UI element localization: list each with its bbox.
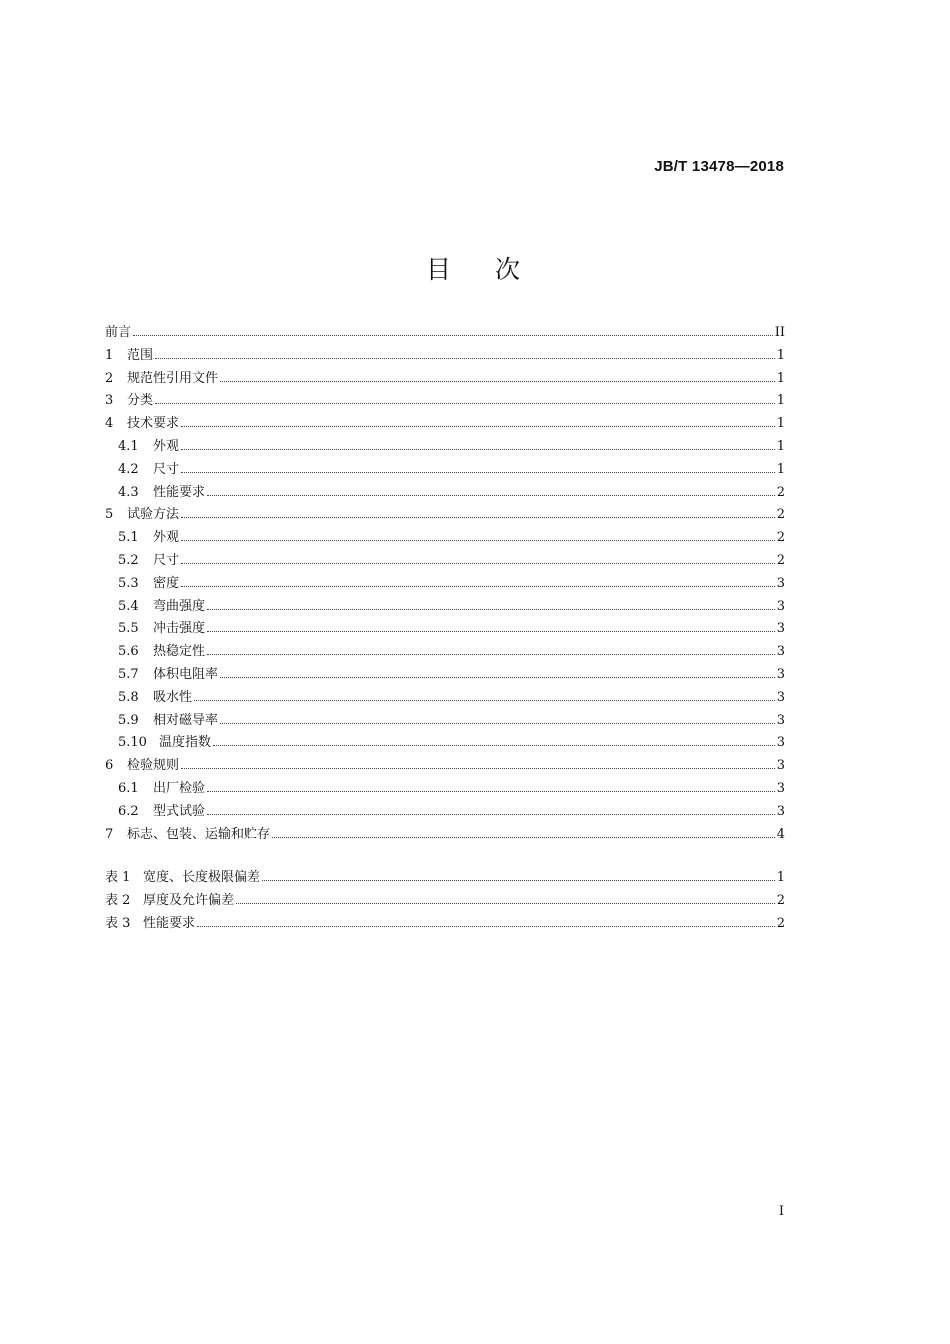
toc-entry[interactable] (105, 550, 785, 573)
toc-entry-label: 冲击强度 (153, 621, 206, 637)
toc-entry[interactable] (105, 824, 785, 847)
toc-entry[interactable] (105, 710, 785, 733)
dot-leader (220, 380, 775, 382)
toc-entry-page: 1 (776, 370, 785, 386)
toc-entry-label: 弯曲强度 (153, 598, 206, 614)
dot-leader (207, 494, 775, 496)
toc-entry-label: 范围 (127, 347, 154, 363)
toc-entry-page: 3 (776, 712, 785, 728)
toc-entry[interactable] (105, 413, 785, 436)
toc-entry[interactable] (105, 890, 785, 913)
dot-leader (213, 744, 775, 746)
dot-leader (181, 516, 775, 518)
toc-entry[interactable] (105, 459, 785, 482)
toc-entry-label: 性能要求 (153, 484, 206, 500)
toc-entry-number: 5.9 (118, 712, 139, 728)
toc-entry-number: 表 1 (105, 870, 131, 885)
toc-entry-number: 4 (105, 416, 114, 432)
dot-leader (207, 630, 775, 632)
toc-entry-label: 前言 (105, 325, 132, 340)
toc-entry-label: 规范性引用文件 (127, 370, 219, 386)
toc-entry-label: 热稳定性 (153, 644, 206, 660)
toc-entry[interactable] (105, 755, 785, 778)
toc-entry-label: 外观 (153, 530, 180, 546)
dot-leader (155, 402, 775, 404)
toc-entry[interactable] (105, 504, 785, 527)
toc-entry-label: 试验方法 (127, 507, 180, 523)
toc-entry-label: 密度 (153, 575, 180, 591)
toc-entry-page: 1 (776, 438, 785, 454)
toc-entry-number: 4.2 (118, 461, 139, 477)
dot-leader (133, 334, 773, 336)
toc-entry-label: 出厂检验 (153, 780, 206, 796)
toc-entry[interactable] (105, 664, 785, 687)
page-number: I (778, 1204, 784, 1219)
toc-entry-number: 5 (105, 507, 114, 523)
toc-entry-page: 3 (776, 666, 785, 682)
toc-entry-label: 温度指数 (159, 735, 212, 751)
toc-entry[interactable] (105, 482, 785, 505)
toc-entry-label: 外观 (153, 438, 180, 454)
dot-leader (207, 608, 775, 610)
toc-entry-page: 2 (776, 892, 785, 908)
toc-entry-label: 标志、包装、运输和贮存 (127, 826, 271, 842)
toc-entry-label: 相对磁导率 (153, 712, 219, 728)
toc-entry[interactable] (105, 618, 785, 641)
toc-entry-number: 3 (105, 393, 114, 409)
toc-entry-number: 5.3 (118, 575, 139, 591)
toc-entry-number: 表 3 (105, 915, 131, 931)
toc-entry-number: 6 (105, 758, 114, 774)
toc-entry-number: 5.6 (118, 644, 139, 660)
toc-entry[interactable] (105, 867, 785, 890)
toc-entry[interactable] (105, 345, 785, 368)
table-of-contents (105, 322, 785, 846)
toc-entry-page: 3 (776, 575, 785, 591)
toc-entry-page: 3 (776, 780, 785, 796)
dot-leader (262, 879, 775, 881)
toc-entry-label: 技术要求 (127, 416, 180, 432)
toc-entry[interactable] (105, 641, 785, 664)
toc-entry-page: 2 (776, 915, 785, 931)
toc-entry-page: 3 (776, 621, 785, 637)
toc-entry-page: 1 (776, 393, 785, 409)
toc-entry-page: 3 (776, 758, 785, 774)
toc-entry-page: 2 (776, 484, 785, 500)
toc-entry-page: 2 (776, 552, 785, 568)
dot-leader (236, 902, 775, 904)
dot-leader (220, 722, 775, 724)
dot-leader (207, 790, 775, 792)
toc-entry[interactable] (105, 527, 785, 550)
dot-leader (181, 448, 775, 450)
toc-entry-number: 表 2 (105, 892, 131, 908)
toc-entry-page: 1 (776, 461, 785, 477)
dot-leader (194, 699, 775, 701)
toc-entry-label: 宽度、长度极限偏差 (143, 870, 261, 885)
toc-entry-page: 1 (776, 347, 785, 363)
toc-entry-page: 3 (776, 644, 785, 660)
toc-entry-label: 尺寸 (153, 552, 180, 568)
toc-entry-label: 性能要求 (143, 915, 196, 931)
toc-entry[interactable] (105, 801, 785, 824)
toc-entry[interactable] (105, 368, 785, 391)
toc-entry-page: 3 (776, 735, 785, 751)
page-title: 目次 (425, 255, 564, 284)
toc-entry-number: 5.2 (118, 552, 139, 568)
toc-entry-label: 型式试验 (153, 803, 206, 819)
toc-entry-label: 检验规则 (127, 758, 180, 774)
dot-leader (197, 925, 775, 927)
toc-entry-number: 5.4 (118, 598, 139, 614)
dot-leader (181, 767, 775, 769)
toc-entry[interactable] (105, 596, 785, 619)
dot-leader (181, 585, 775, 587)
dot-leader (181, 471, 775, 473)
dot-leader (181, 562, 775, 564)
toc-entry-number: 4.1 (118, 438, 139, 454)
toc-entry[interactable] (105, 436, 785, 459)
toc-entry-number: 5.7 (118, 666, 139, 682)
toc-entry-number: 6.2 (118, 803, 139, 819)
toc-entry-page: 3 (776, 803, 785, 819)
toc-entry[interactable] (105, 687, 785, 710)
dot-leader (181, 539, 775, 541)
toc-entry-label: 尺寸 (153, 461, 180, 477)
toc-entry-number: 7 (105, 826, 114, 842)
toc-entry-label: 体积电阻率 (153, 666, 219, 682)
toc-entry-number: 5.10 (118, 735, 147, 751)
toc-entry-number: 2 (105, 370, 114, 386)
dot-leader (181, 425, 775, 427)
toc-entry-page: II (774, 325, 785, 340)
toc-entry-number: 5.5 (118, 621, 139, 637)
toc-entry-label: 吸水性 (153, 689, 193, 705)
toc-entry-number: 5.1 (118, 530, 139, 546)
toc-entry-number: 6.1 (118, 780, 139, 796)
dot-leader (220, 676, 775, 678)
dot-leader (155, 357, 775, 359)
toc-entry-number: 5.8 (118, 689, 139, 705)
toc-entry-page: 4 (776, 826, 785, 842)
toc-entry[interactable] (105, 778, 785, 801)
toc-entry[interactable] (105, 322, 785, 345)
toc-entry[interactable] (105, 390, 785, 413)
toc-entry[interactable] (105, 573, 785, 596)
toc-entry-page: 3 (776, 598, 785, 614)
toc-entry-number: 1 (105, 347, 114, 363)
toc-entry-page: 1 (776, 416, 785, 432)
toc-entry[interactable] (105, 732, 785, 755)
toc-entry-number: 4.3 (118, 484, 139, 500)
dot-leader (207, 813, 775, 815)
dot-leader (207, 653, 775, 655)
dot-leader (272, 836, 775, 838)
toc-entry-page: 2 (776, 507, 785, 523)
list-of-tables (105, 867, 785, 935)
toc-entry-page: 1 (776, 870, 785, 885)
toc-entry-page: 2 (776, 530, 785, 546)
toc-entry-label: 厚度及允许偏差 (143, 892, 235, 908)
toc-entry[interactable] (105, 913, 785, 936)
toc-entry-label: 分类 (127, 393, 154, 409)
toc-entry-page: 3 (776, 689, 785, 705)
standard-code: JB/T 13478—2018 (654, 158, 784, 175)
